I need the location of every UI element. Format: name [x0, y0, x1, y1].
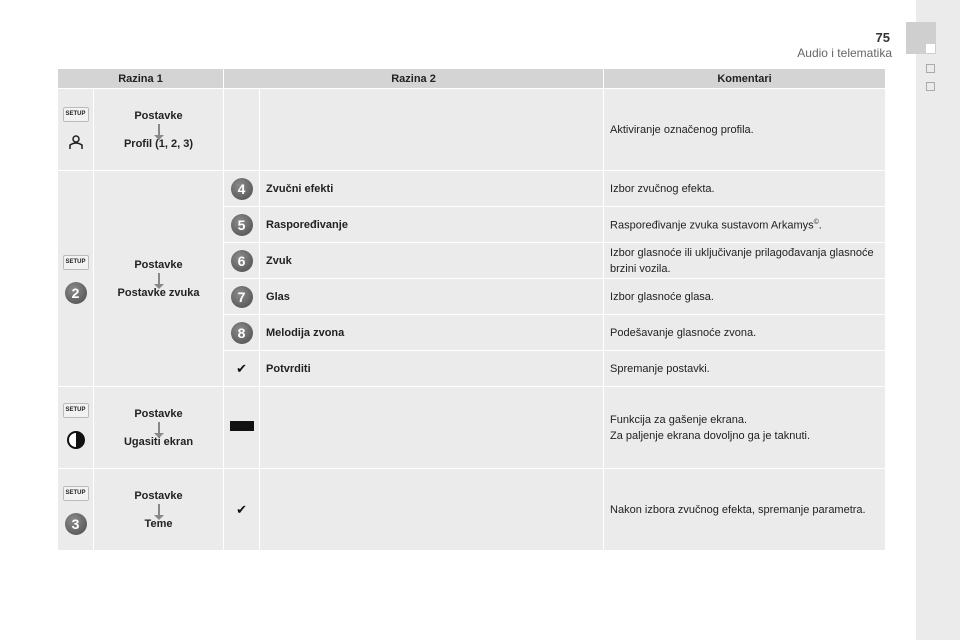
step-badge: 8	[231, 322, 253, 344]
setup-icon: SETUP	[63, 403, 89, 418]
flow-subtitle: Profil (1, 2, 3)	[123, 137, 194, 150]
empty-cell	[224, 89, 260, 171]
flow-subtitle: Postavke zvuka	[117, 286, 200, 299]
comment-cell: Izbor zvučnog efekta.	[604, 171, 886, 207]
header-comments: Komentari	[604, 69, 886, 89]
header-level1: Razina 1	[58, 69, 224, 89]
contrast-icon	[66, 430, 86, 450]
badge-cell	[224, 469, 260, 551]
comment-cell	[604, 387, 886, 469]
screen-icons	[58, 387, 94, 469]
flow-subtitle: Teme	[144, 517, 173, 530]
profile-icons	[58, 89, 94, 171]
step-badge: 7	[231, 286, 253, 308]
setup-icon: SETUP	[63, 486, 89, 501]
step-badge: 4	[231, 178, 253, 200]
badge-cell	[224, 315, 260, 351]
theme-flow	[94, 469, 224, 551]
comment-line: Za paljenje ekrana dovoljno ga je taknuti.	[610, 429, 810, 442]
comment-cell: Nakon izbora zvučnog efekta, spremanje parametra.	[604, 469, 886, 551]
theme-icons	[58, 469, 94, 551]
badge-cell	[224, 387, 260, 469]
side-square-icon	[926, 64, 935, 73]
step-badge: 3	[65, 513, 87, 535]
copyright-mark: ©	[813, 219, 819, 227]
option-label: Raspoređivanje	[260, 207, 604, 243]
comment-cell: Aktiviranje označenog profila.	[604, 89, 886, 171]
down-arrow-icon	[158, 504, 160, 516]
check-icon: ✔	[236, 501, 247, 517]
badge-cell	[224, 207, 260, 243]
page-number: 75	[875, 30, 890, 45]
option-label: Melodija zvona	[260, 315, 604, 351]
empty-cell	[260, 387, 604, 469]
comment-cell: Spremanje postavki.	[604, 351, 886, 387]
empty-cell	[260, 469, 604, 551]
flow-title: Postavke	[134, 489, 183, 502]
black-screen-icon	[230, 421, 254, 431]
step-badge: 5	[231, 214, 253, 236]
settings-table	[57, 68, 886, 551]
step-badge: 6	[231, 250, 253, 272]
setup-icon: SETUP	[63, 107, 89, 122]
comment-line: Funkcija za gašenje ekrana.	[610, 413, 747, 426]
badge-cell	[224, 243, 260, 279]
empty-cell	[260, 89, 604, 171]
down-arrow-icon	[158, 273, 160, 285]
down-arrow-icon	[158, 124, 160, 136]
step-badge: 2	[65, 282, 87, 304]
badge-cell	[224, 171, 260, 207]
side-square-icon	[926, 82, 935, 91]
badge-cell	[224, 279, 260, 315]
option-label: Potvrditi	[260, 351, 604, 387]
sound-flow	[94, 171, 224, 387]
sound-icons	[58, 171, 94, 387]
option-label: Glas	[260, 279, 604, 315]
flow-title: Postavke	[134, 109, 183, 122]
check-icon: ✔	[236, 360, 247, 376]
flow-title: Postavke	[134, 258, 183, 271]
comment-tail: .	[818, 219, 822, 232]
flow-subtitle: Ugasiti ekran	[123, 435, 194, 448]
comment-cell	[604, 207, 886, 243]
comment-cell: Izbor glasnoće glasa.	[604, 279, 886, 315]
setup-icon: SETUP	[63, 255, 89, 270]
option-label: Zvučni efekti	[260, 171, 604, 207]
screen-flow	[94, 387, 224, 469]
flow-title: Postavke	[134, 407, 183, 420]
header-level2: Razina 2	[224, 69, 604, 89]
option-label: Zvuk	[260, 243, 604, 279]
section-title: Audio i telematika	[797, 46, 892, 60]
comment-text: Raspoređivanje zvuka sustavom Arkamys	[610, 219, 814, 232]
side-square-icon	[926, 44, 935, 53]
profile-person-icon	[68, 134, 84, 150]
profile-flow	[94, 89, 224, 171]
badge-cell	[224, 351, 260, 387]
side-tab-strip	[916, 0, 960, 640]
comment-cell: Podešavanje glasnoće zvona.	[604, 315, 886, 351]
comment-cell: Izbor glasnoće ili uključivanje prilagođavanja glasnoće brzini vozila.	[604, 243, 886, 279]
down-arrow-icon	[158, 422, 160, 434]
